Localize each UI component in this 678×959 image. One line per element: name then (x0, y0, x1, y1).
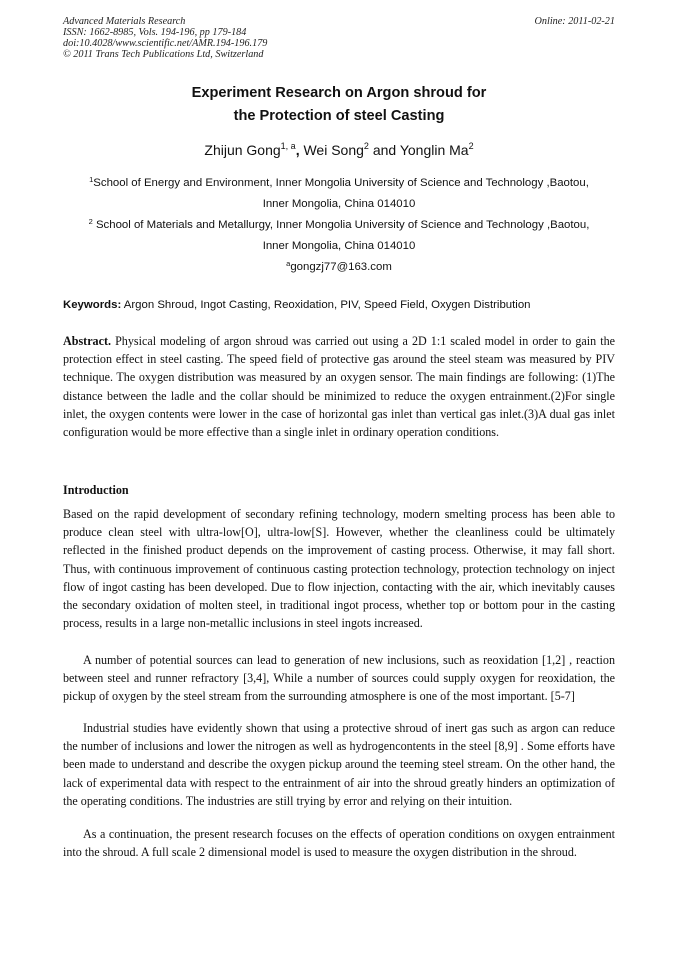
author-list (63, 140, 615, 160)
author-3: Yonglin Ma (399, 142, 469, 158)
abstract-text: Physical modeling of argon shroud was carried out using a 2D 1:1 scaled model in order to gain the protection effect in steel casting. The speed field of protective gas around the steel steam was measured by PIV technique. The oxygen distribution was measured by an oxygen sensor. The main findings are following: (1)The distance between the ladle and the collar should be minimized to reduce the oxygen entrainment.(2)For single inlet, the oxygen contents were lower in the case of horizontal gas inlet than vertical gas inlet.(3)A dual gas inlet configuration would be more effective than a single inlet in ordinary operation conditions. (63, 334, 615, 440)
keywords-text: Argon Shroud, Ingot Casting, Reoxidation, PIV, Speed Field, Oxygen Distribution (121, 299, 531, 311)
author-1-affiliation-mark: 1, a (280, 141, 296, 151)
affiliation-1 (63, 173, 615, 215)
author-1: Zhijun Gong (204, 142, 281, 158)
abstract (63, 332, 615, 441)
author-3-affiliation-mark: 2 (468, 141, 474, 151)
affiliation-2-mark: 2 (88, 217, 93, 226)
email-mark: a (286, 259, 291, 268)
affiliation-1-mark: 1 (89, 175, 94, 184)
author-2-affiliation-mark: 2 (363, 141, 369, 151)
affiliation-1-line-1: School of Energy and Environment, Inner Mongolia University of Science and Technology ,Baotou, (93, 177, 589, 189)
keywords-label: Keywords: (63, 299, 122, 311)
keywords (63, 296, 623, 314)
journal-name: Advanced Materials Research (63, 16, 186, 27)
journal-header (63, 16, 615, 60)
title-line-1: Experiment Research on Argon shroud for (191, 85, 487, 101)
affiliation-2-line-2: Inner Mongolia, China 014010 (262, 240, 416, 252)
intro-paragraph-3: Industrial studies have evidently shown that using a protective shroud of inert gas such as argon can reduce the number of inclusions and lower the nitrogen as well as hydrogencontents in the steel [8,9] . Some efforts have been made to understand and describe the oxygen pickup around the teeming steel stream. On the other hand, the lack of experimental data with respect to the entrainment of air into the shroud greatly hinders an optimization of the operating conditions. The industries are still trying by error and relying on their intuition. (63, 721, 615, 808)
section-heading-introduction: Introduction (63, 483, 129, 497)
author-2: Wei Song (303, 142, 364, 158)
intro-paragraph-2: A number of potential sources can lead to generation of new inclusions, such as reoxidation [1,2] , reaction between steel and runner refractory [3,4], While a number of sources could supply oxygen for reoxidation, the pickup of oxygen by the steel stream from the surrounding atmosphere is one of the most important. [5-7] (63, 653, 615, 704)
copyright-line: © 2011 Trans Tech Publications Ltd, Switzerland (63, 49, 264, 60)
intro-paragraph-1: Based on the rapid development of secondary refining technology, modern smelting process has been able to produce clean steel with ultra-low[O], ultra-low[S]. However, whether the cleanliness could be ultimately reflected in the finished product depends on the improvement of casting process. Otherwise, it may fall short. Thus, with continuous improvement of continuous casting protection technology, protection technology on inject flow of ingot casting has been developed. Due to flow injection, contacting with the air, which inevitably causes the secondary oxidation of molten steel, in traditional ingot process, whether top or bottom pour in the casting process, results in a large non-metallic inclusions in steel ingots increased. (63, 507, 615, 631)
paper-title (63, 82, 615, 128)
intro-paragraph-4: As a continuation, the present research focuses on the effects of operation conditions on oxygen entrainment into the shroud. A full scale 2 dimensional model is used to measure the oxygen distribution in the shroud. (63, 827, 615, 860)
affiliation-2-line-1: School of Materials and Metallurgy, Inner Mongolia University of Science and Technology ,Baotou, (92, 219, 590, 231)
affiliation-2 (63, 215, 615, 257)
author-separator-2: and (368, 142, 400, 158)
corresponding-email (63, 257, 615, 278)
email-address[interactable]: gongzj77@163.com (290, 261, 392, 273)
affiliation-1-line-2: Inner Mongolia, China 014010 (262, 198, 416, 210)
doi-line[interactable]: doi:10.4028/www.scientific.net/AMR.194-196.179 (63, 38, 268, 49)
author-separator-1: , (295, 142, 304, 158)
abstract-label: Abstract. (63, 334, 112, 348)
issn-line: ISSN: 1662-8985, Vols. 194-196, pp 179-184 (63, 27, 247, 38)
online-date: Online: 2011-02-21 (534, 16, 615, 27)
title-line-2: the Protection of steel Casting (233, 108, 445, 124)
